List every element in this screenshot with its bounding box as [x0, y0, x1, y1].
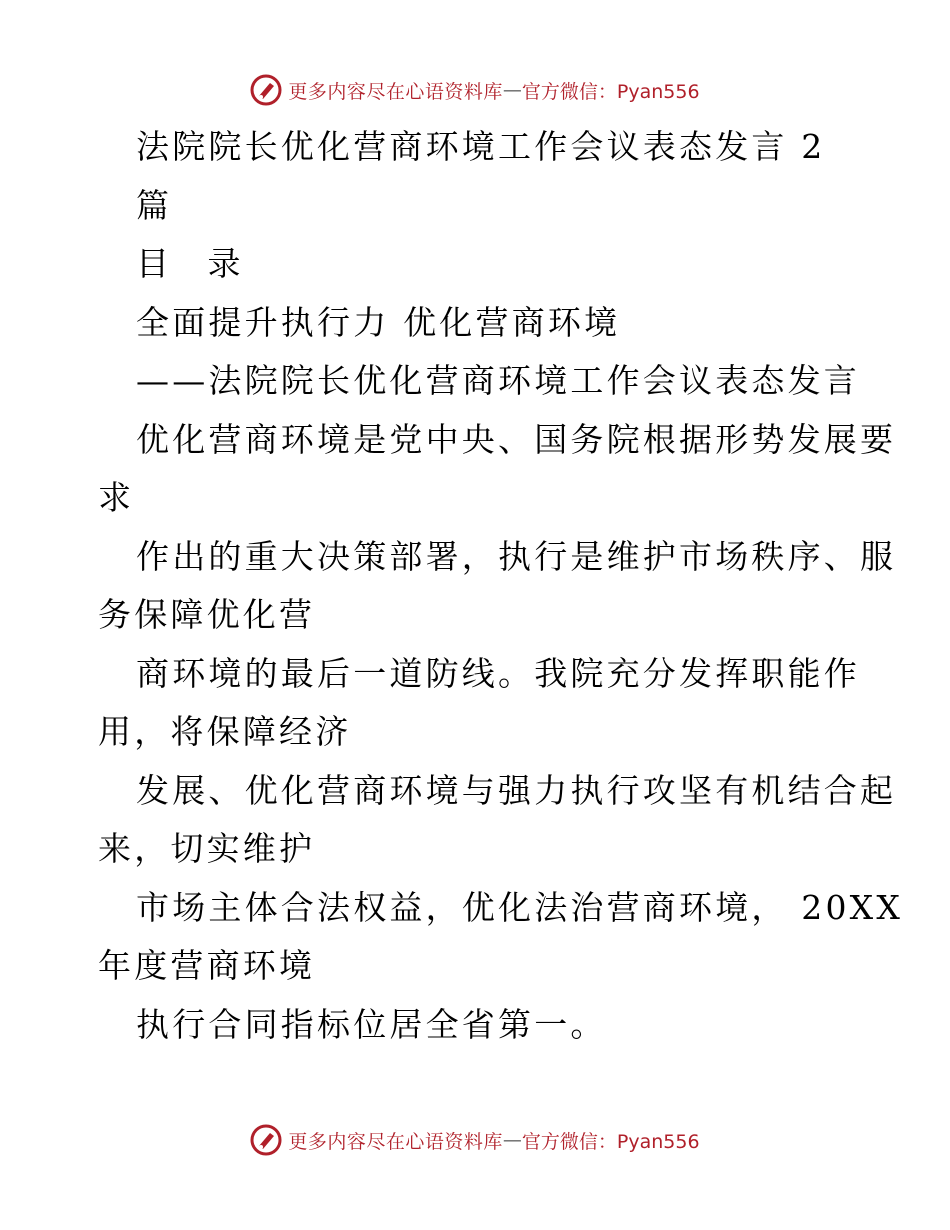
- toc-heading: 目 录: [136, 244, 255, 283]
- paragraph-line: 用，将保障经济: [98, 712, 352, 751]
- paragraph-line: 作出的重大决策部署，执行是维护市场秩序、服: [136, 536, 897, 576]
- banner-wechat: 官方微信：Pyan556: [521, 1130, 700, 1153]
- document-body: [98, 118, 904, 1054]
- banner-text: 更多内容尽在心语资料库: [288, 1130, 503, 1153]
- banner-dash: —: [502, 79, 522, 101]
- paragraph-line: 商环境的最后一道防线。我院充分发挥职能作: [136, 653, 860, 693]
- paragraph-line: 年度营商环境: [98, 946, 316, 985]
- paragraph-line: 务保障优化营: [98, 595, 316, 634]
- banner-wechat: 官方微信：Pyan556: [521, 80, 700, 103]
- pen-circle-logo-icon: [250, 74, 282, 106]
- banner-dash: —: [502, 1129, 522, 1151]
- section-subtitle: ——法院院长优化营商环境工作会议表态发言: [136, 361, 860, 400]
- pen-circle-logo-icon: [250, 1124, 282, 1156]
- paragraph-line: 市场主体合法权益，优化法治营商环境， 20XX: [136, 887, 904, 927]
- doc-title-line-2: 篇: [136, 185, 173, 225]
- paragraph-line: 执行合同指标位居全省第一。: [136, 1004, 607, 1044]
- banner-text: 更多内容尽在心语资料库: [288, 80, 503, 103]
- paragraph-line: 发展、优化营商环境与强力执行攻坚有机结合起: [136, 770, 897, 810]
- footer-banner: [0, 1120, 950, 1160]
- paragraph-line: 优化营商环境是党中央、国务院根据形势发展要: [136, 419, 897, 459]
- doc-title-line-1: 法院院长优化营商环境工作会议表态发言 2: [136, 127, 826, 166]
- paragraph-line: 求: [98, 478, 135, 517]
- paragraph-line: 来，切实维护: [98, 829, 316, 868]
- header-banner: [0, 70, 950, 110]
- section-title: 全面提升执行力 优化营商环境: [136, 302, 621, 342]
